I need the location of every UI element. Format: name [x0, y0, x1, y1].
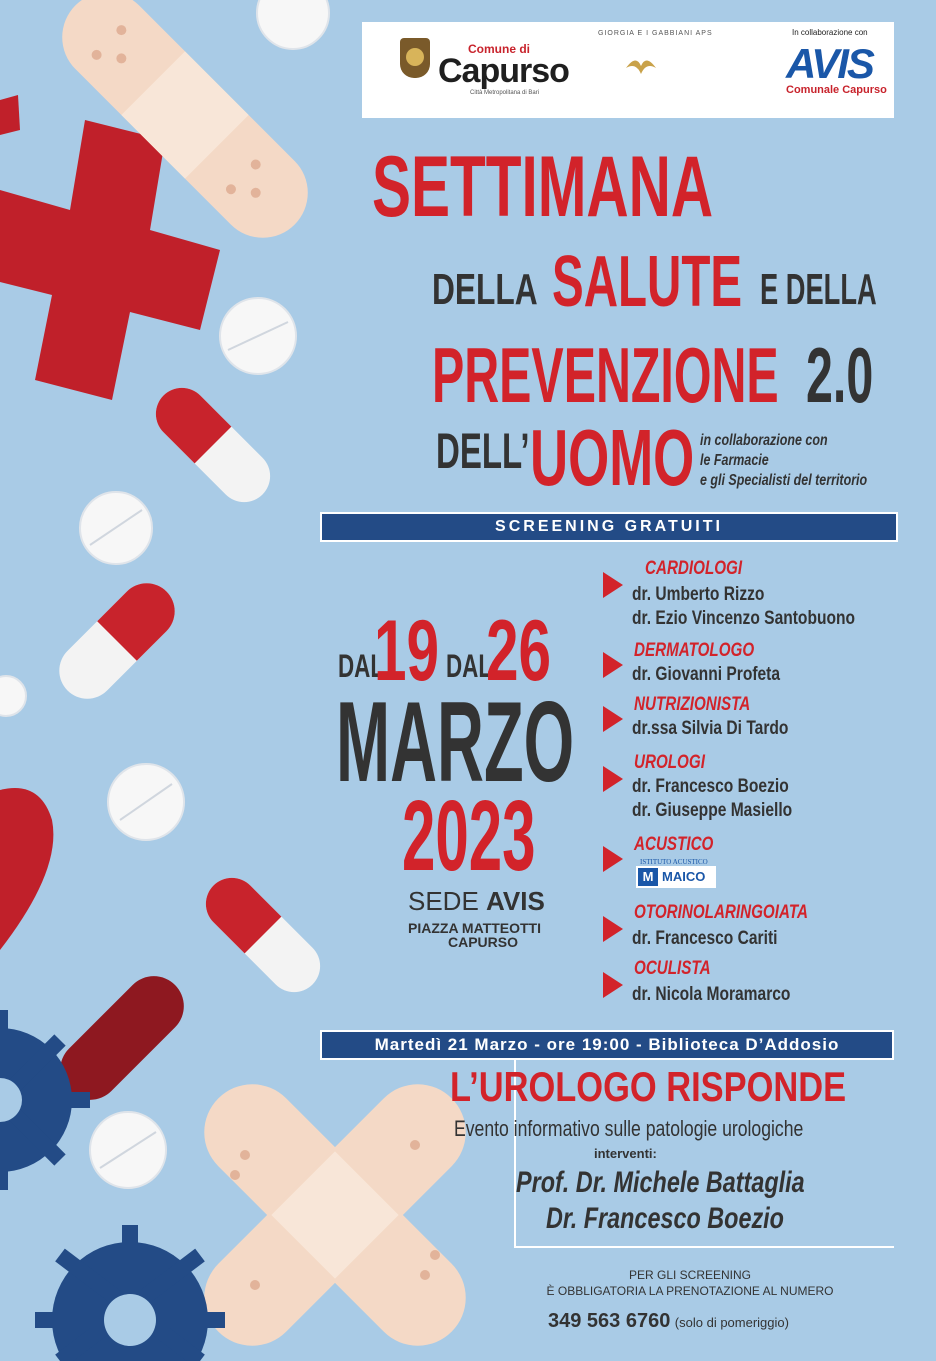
date-day-1: 19 — [374, 603, 440, 699]
title-uomo: UOMO — [530, 413, 695, 502]
speaker-1: Prof. Dr. Michele Battaglia — [516, 1166, 805, 1199]
seagull-icon — [624, 46, 658, 86]
collab-label: In collaborazione con — [792, 28, 868, 37]
title-salute: SALUTE — [552, 242, 743, 322]
maico-name: MAICO — [662, 869, 706, 884]
maico-logo — [636, 866, 716, 888]
date-dal-1: DAL — [338, 648, 385, 684]
avis-subtitle: Comunale Capurso — [786, 84, 887, 96]
specialist-title: CARDIOLOGI — [645, 558, 743, 579]
arrow-icon — [603, 766, 623, 792]
doctor-name: dr. Francesco Boezio — [632, 776, 789, 797]
red-heart-icon — [0, 788, 53, 950]
doctor-name: dr. Umberto Rizzo — [632, 584, 765, 605]
maico-m-icon: M — [638, 868, 658, 886]
event-bar: Martedì 21 Marzo - ore 19:00 - Biblioteca D’Addosio — [320, 1030, 894, 1060]
date-year: 2023 — [402, 780, 536, 892]
phone-note: (solo di pomeriggio) — [674, 1315, 789, 1330]
specialist-title: OTORINOLARINGOIATA — [634, 902, 808, 923]
bandage-cross-icon — [184, 1064, 485, 1361]
specialist-title: NUTRIZIONISTA — [634, 694, 751, 715]
doctor-name: dr. Giovanni Profeta — [632, 664, 781, 685]
title-dell: DELL’ — [436, 423, 530, 479]
specialist-title: UROLOGI — [634, 752, 705, 773]
capurso-logo-text: Capurso — [438, 52, 569, 90]
sede-name: AVIS — [486, 886, 545, 916]
capurso-crest-icon — [400, 38, 430, 78]
title-version: 2.0 — [806, 331, 874, 419]
date-day-2: 26 — [486, 603, 552, 699]
arrow-icon — [603, 652, 623, 678]
logo-bar — [362, 22, 894, 118]
sede-prefix: SEDE — [408, 886, 479, 916]
title-settimana: SETTIMANA — [372, 139, 714, 235]
doctor-name: dr. Francesco Cariti — [632, 928, 778, 949]
doctor-name: dr. Ezio Vincenzo Santobuono — [632, 608, 856, 629]
title-della: DELLA — [432, 265, 538, 314]
sede-address: PIAZZA MATTEOTTI — [408, 920, 541, 936]
event-title: L’UROLOGO RISPONDE — [450, 1063, 847, 1110]
date-dal-2: DAL — [446, 648, 493, 684]
footer-phone-row — [548, 1310, 789, 1333]
date-month: MARZO — [336, 679, 575, 806]
collab-line-2: le Farmacie — [700, 452, 769, 469]
comune-di-label: Comune di — [468, 42, 530, 56]
sede-label — [408, 886, 545, 917]
arrow-icon — [603, 706, 623, 732]
doctor-name: dr. Nicola Moramarco — [632, 984, 791, 1005]
collab-line-3: e gli Specialisti del territorio — [700, 472, 868, 489]
gabbiani-logo-text: GIORGIA E I GABBIANI APS — [598, 30, 713, 37]
specialist-title: OCULISTA — [634, 958, 711, 979]
avis-logo-text: AVIS — [786, 40, 873, 87]
arrow-icon — [603, 916, 623, 942]
arrow-icon — [603, 846, 623, 872]
collab-line-1: in collaborazione con — [700, 432, 828, 449]
title-e-della: E DELLA — [760, 265, 877, 314]
speaker-2: Dr. Francesco Boezio — [546, 1202, 784, 1235]
screening-bar: SCREENING GRATUITI — [320, 512, 898, 542]
sede-city: CAPURSO — [448, 934, 519, 950]
arrow-icon — [603, 972, 623, 998]
maico-small-label: ISTITUTO ACUSTICO — [640, 858, 708, 866]
footer-line-2: È OBBLIGATORIA LA PRENOTAZIONE AL NUMERO — [546, 1284, 834, 1298]
title-prevenzione: PREVENZIONE — [432, 331, 779, 419]
interventi-label: interventi: — [594, 1146, 657, 1161]
specialist-title: ACUSTICO — [634, 834, 714, 855]
event-subtitle: Evento informativo sulle patologie urologiche — [454, 1116, 804, 1141]
capurso-subtitle: Città Metropolitana di Bari — [470, 90, 540, 96]
footer-line-1: PER GLI SCREENING — [628, 1268, 752, 1282]
specialist-title: DERMATOLOGO — [634, 640, 755, 661]
arrow-icon — [603, 572, 623, 598]
capsule-icon — [48, 377, 331, 1112]
doctor-name: dr.ssa Silvia Di Tardo — [632, 718, 789, 739]
doctor-name: dr. Giuseppe Masiello — [632, 800, 793, 821]
phone-number[interactable]: 349 563 6760 — [548, 1310, 671, 1332]
